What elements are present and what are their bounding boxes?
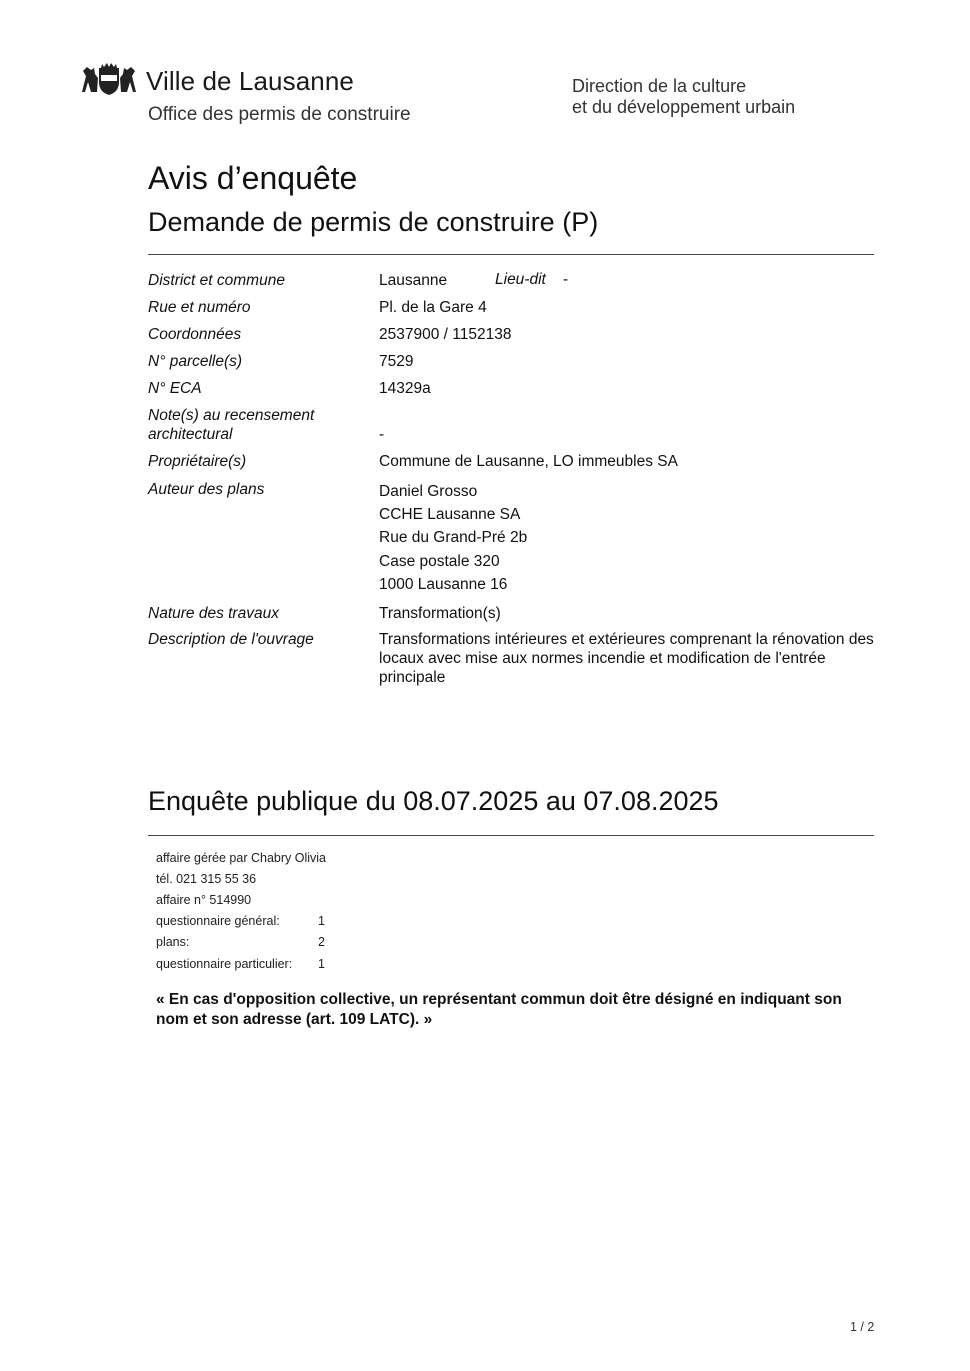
- author-address: [379, 480, 527, 596]
- heritage-note-label-line-2: architectural: [148, 426, 233, 443]
- particular-questionnaire-label: questionnaire particulier:: [156, 957, 293, 971]
- department-line-1: Direction de la culture: [572, 76, 747, 96]
- page-number: 1 / 2: [850, 1320, 875, 1334]
- owner-value: Commune de Lausanne, LO immeubles SA: [379, 453, 678, 470]
- heritage-note-value: -: [379, 426, 385, 443]
- org-name: Ville de Lausanne: [146, 66, 354, 96]
- owner-label: Propriétaire(s): [148, 453, 247, 470]
- plans-label: plans:: [156, 935, 190, 949]
- heritage-note-label-line-1: Note(s) au recensement: [148, 407, 315, 424]
- enquiry-divider: [148, 835, 874, 836]
- coords-value: 2537900 / 1152138: [379, 326, 512, 343]
- department-line-2: et du développement urbain: [572, 97, 796, 117]
- lieu-dit-label: Lieu-dit: [495, 271, 546, 288]
- enquiry-title: Enquête publique du 08.07.2025 au 07.08.2025: [148, 786, 719, 816]
- eca-label: N° ECA: [148, 380, 202, 397]
- author-line: CCHE Lausanne SA: [379, 506, 521, 524]
- description-label: Description de l'ouvrage: [148, 631, 314, 648]
- district-value: Lausanne: [379, 272, 448, 289]
- case-number: affaire n° 514990: [156, 893, 252, 907]
- nature-value: Transformation(s): [379, 605, 501, 622]
- author-label: Auteur des plans: [148, 481, 265, 498]
- parcel-label: N° parcelle(s): [148, 353, 243, 370]
- title-divider: [148, 254, 874, 255]
- lieu-dit-value: -: [563, 271, 569, 288]
- author-line: 1000 Lausanne 16: [379, 575, 508, 593]
- author-line: Case postale 320: [379, 552, 500, 570]
- lausanne-crest-icon: [80, 62, 138, 96]
- general-questionnaire-label: questionnaire général:: [156, 914, 280, 928]
- nature-label: Nature des travaux: [148, 605, 279, 622]
- page-subtitle: Demande de permis de construire (P): [148, 207, 599, 237]
- plans-value: 2: [318, 935, 325, 949]
- managed-by: affaire gérée par Chabry Olivia: [156, 851, 326, 865]
- particular-questionnaire-value: 1: [318, 957, 325, 971]
- phone: tél. 021 315 55 36: [156, 872, 257, 886]
- eca-value: 14329a: [379, 380, 431, 397]
- department: [572, 76, 795, 118]
- street-label: Rue et numéro: [148, 299, 251, 316]
- parcel-value: 7529: [379, 353, 414, 370]
- office-name: Office des permis de construire: [148, 104, 411, 125]
- page-title: Avis d’enquête: [148, 160, 358, 196]
- author-line: Daniel Grosso: [379, 483, 478, 500]
- street-value: Pl. de la Gare 4: [379, 299, 487, 316]
- general-questionnaire-value: 1: [318, 914, 325, 928]
- description-value: Transformations intérieures et extérieures comprenant la rénovation des locaux avec mise aux normes incendie et modification de l'entrée principale: [379, 631, 874, 686]
- coords-label: Coordonnées: [148, 326, 242, 343]
- district-label: District et commune: [148, 272, 285, 289]
- author-line: Rue du Grand-Pré 2b: [379, 529, 528, 547]
- opposition-note: « En cas d'opposition collective, un représentant commun doit être désigné en indiquant son nom et son adresse (art. 109 LATC). »: [156, 991, 842, 1028]
- heritage-note-label: [148, 406, 314, 444]
